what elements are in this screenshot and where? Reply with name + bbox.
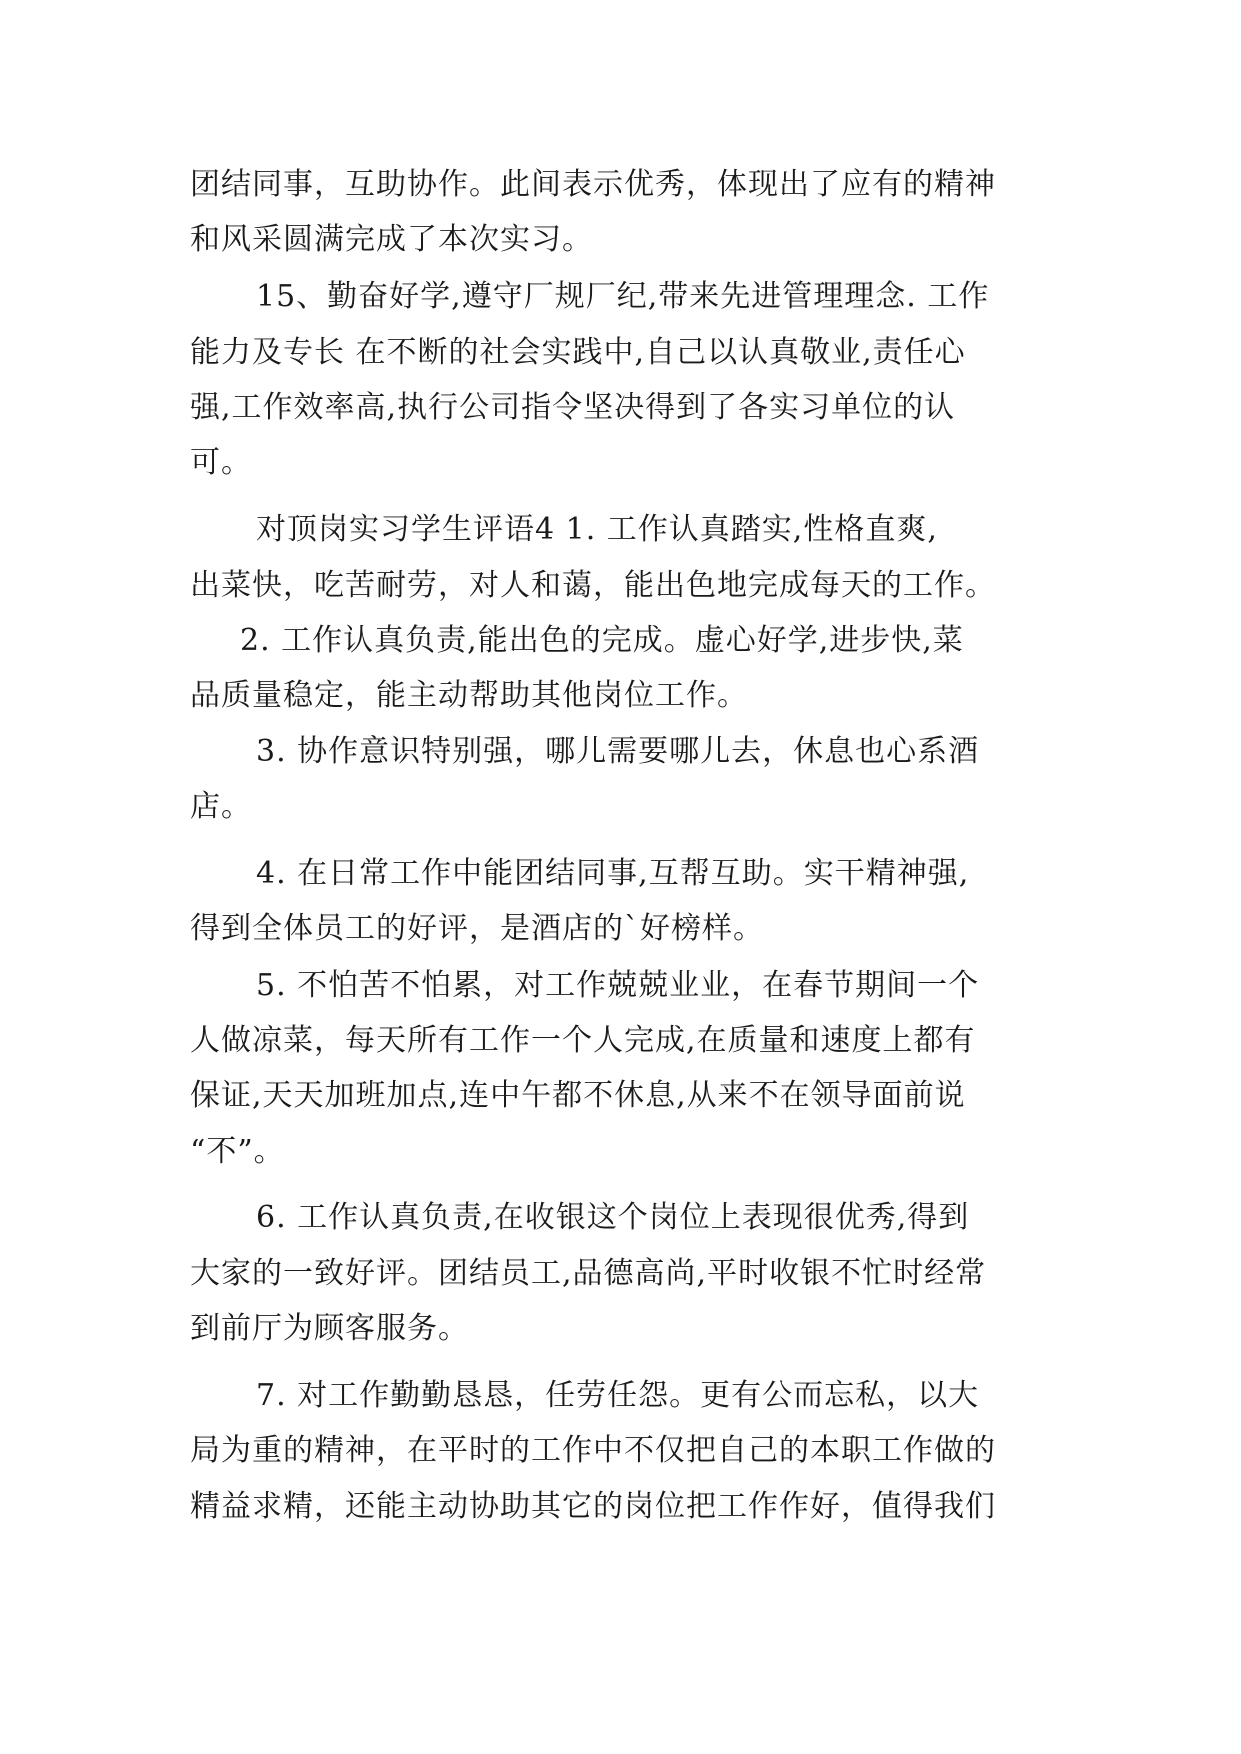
text-line: 3. 协作意识特别强，哪儿需要哪儿去，休息也心系酒 <box>256 734 980 769</box>
text-line: 品质量稳定，能主动帮助其他岗位工作。 <box>190 678 748 713</box>
text-line: 精益求精，还能主动协助其它的岗位把工作作好，值得我们 <box>190 1489 996 1524</box>
text-line: 出菜快，吃苦耐劳，对人和蔼，能出色地完成每天的工作。 <box>190 568 996 603</box>
text-line: 6. 工作认真负责,在收银这个岗位上表现很优秀,得到 <box>256 1200 970 1235</box>
text-line: “不”。 <box>190 1134 285 1169</box>
text-line: 保证,天天加班加点,连中午都不休息,从来不在领导面前说 <box>190 1078 966 1113</box>
text-line: 能力及专长 在不断的社会实践中,自己以认真敬业,责任心 <box>190 335 966 370</box>
text-line: 可。 <box>190 445 252 480</box>
text-line: 5. 不怕苦不怕累，对工作兢兢业业，在春节期间一个 <box>256 968 980 1003</box>
text-line: 店。 <box>190 789 252 824</box>
text-line: 2. 工作认真负责,能出色的完成。虚心好学,进步快,菜 <box>240 623 964 658</box>
text-line: 强,工作效率高,执行公司指令坚决得到了各实习单位的认 <box>190 390 956 425</box>
text-line: 4. 在日常工作中能团结同事,互帮互助。实干精神强, <box>256 856 970 891</box>
text-line: 人做凉菜，每天所有工作一个人完成,在质量和速度上都有 <box>190 1023 976 1058</box>
text-line: 15、勤奋好学,遵守厂规厂纪,带来先进管理理念. 工作 <box>256 279 990 314</box>
text-line: 团结同事，互助协作。此间表示优秀，体现出了应有的精神 <box>190 167 996 202</box>
text-line: 对顶岗实习学生评语4 1. 工作认真踏实,性格直爽, <box>256 512 938 547</box>
text-line: 7. 对工作勤勤恳恳，任劳任怨。更有公而忘私，以大 <box>256 1378 980 1413</box>
text-line: 大家的一致好评。团结员工,品德高尚,平时收银不忙时经常 <box>190 1256 987 1291</box>
text-line: 局为重的精神，在平时的工作中不仅把自己的本职工作做的 <box>190 1433 996 1468</box>
text-line: 和风采圆满完成了本次实习。 <box>190 222 593 257</box>
text-line: 得到全体员工的好评，是酒店的`好榜样。 <box>190 911 764 946</box>
text-line: 到前厅为顾客服务。 <box>190 1311 469 1346</box>
